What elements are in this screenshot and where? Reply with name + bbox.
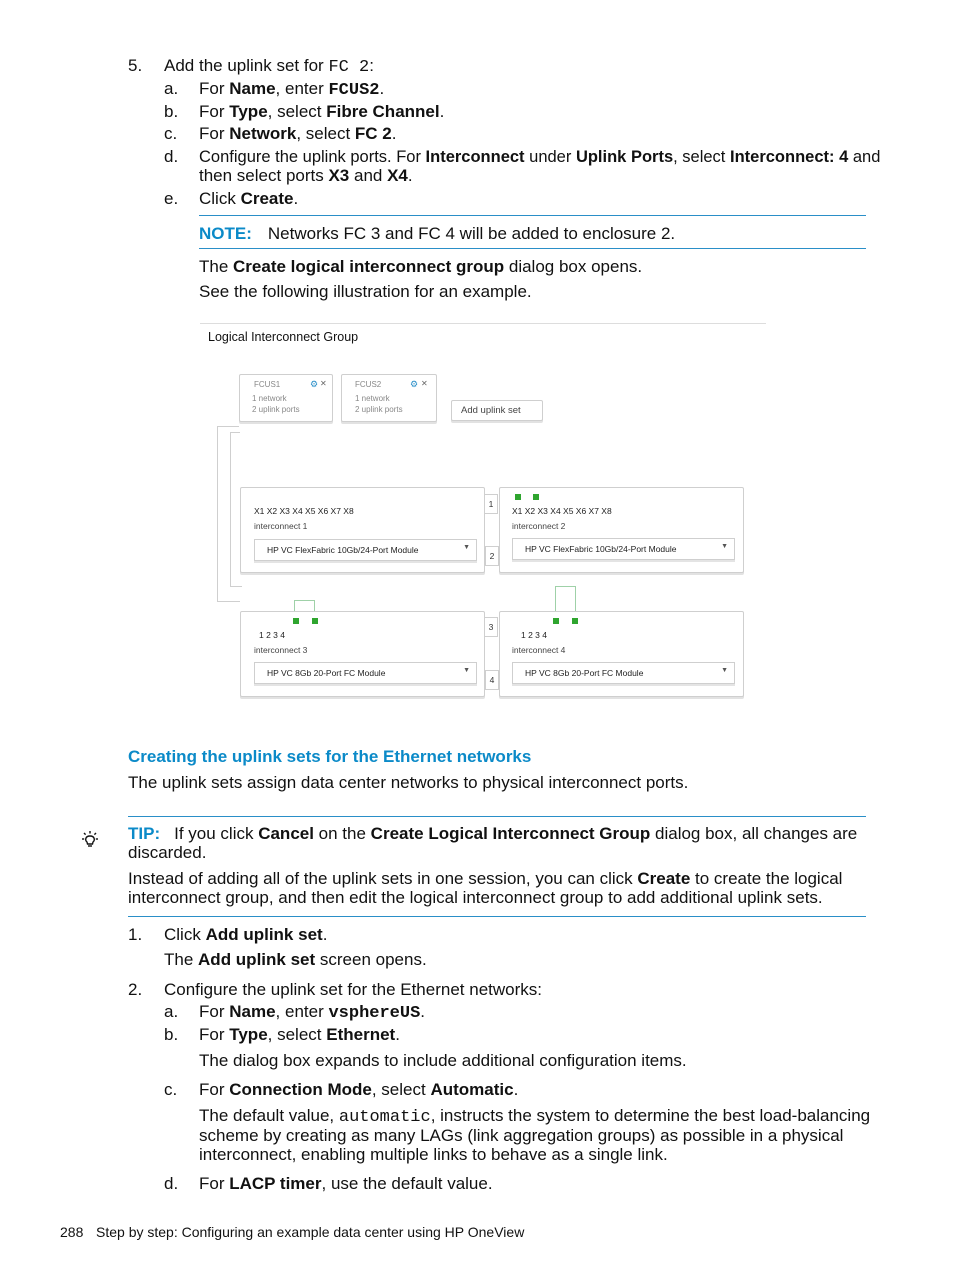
interconnect-ports: X1 X2 X3 X4 X5 X6 X7 X8: [512, 506, 612, 516]
module-select[interactable]: HP VC FlexFabric 10Gb/24-Port Module ▼: [254, 539, 477, 561]
tip-line-2: discarded.: [128, 843, 207, 862]
uplink-set-card-fcus2[interactable]: [341, 374, 437, 422]
interconnect-label: interconnect 2: [512, 521, 566, 531]
close-icon[interactable]: ✕: [421, 379, 428, 388]
uplink-set-name: FCUS2: [355, 380, 382, 389]
section-intro: The uplink sets assign data center networks to physical interconnect ports.: [128, 773, 689, 792]
note-text: Networks FC 3 and FC 4 will be added to enclosure 2.: [267, 224, 676, 243]
tip-line-1: TIP: If you click Cancel on the Create Logical Interconnect Group dialog box, all changes are: [128, 824, 858, 843]
substep-letter: a.: [164, 1002, 179, 1021]
note-rule-bottom: [199, 248, 866, 249]
connector-line: [230, 432, 231, 586]
interconnect-label: interconnect 1: [254, 521, 308, 531]
uplink-set-card-fcus1[interactable]: [239, 374, 333, 422]
substep-letter: d.: [164, 1174, 179, 1193]
substep-c-note-line-2: scheme by creating as many LAGs (link aggregation groups) as possible in a physical: [199, 1126, 844, 1145]
uplink-set-networks: 1 network: [252, 394, 287, 403]
step-number: 1.: [128, 925, 143, 944]
substep-e-text: Click Create.: [199, 189, 299, 208]
step-number: 2.: [128, 980, 143, 999]
chevron-down-icon: ▼: [721, 543, 728, 550]
step-1-text: Click Add uplink set.: [164, 925, 328, 944]
tip-para-2-cont: interconnect group, and then edit the logical interconnect group to add additional uplink sets.: [128, 888, 823, 907]
substep-c-text: For Connection Mode, select Automatic.: [199, 1080, 519, 1099]
bay-number-badge: 2: [485, 546, 499, 566]
port-link-led: [293, 618, 299, 624]
lightbulb-icon: [79, 829, 101, 851]
bay-number-badge: 3: [484, 617, 498, 637]
gear-icon[interactable]: ⚙: [410, 379, 419, 389]
uplink-set-name: FCUS1: [254, 380, 281, 389]
substep-letter: b.: [164, 102, 179, 121]
connector-line: [217, 426, 218, 602]
port-wire: [314, 600, 315, 611]
substep-a-text: For Name, enter FCUS2.: [199, 79, 385, 100]
step-2-text: Configure the uplink set for the Ethernet networks:: [164, 980, 542, 999]
substep-b-note: The dialog box expands to include additional configuration items.: [199, 1051, 687, 1070]
chevron-down-icon: ▼: [463, 544, 470, 551]
port-wire: [294, 600, 315, 601]
connector-line: [230, 586, 242, 587]
substep-c-note: The default value, automatic, instructs the system to determine the best load-balancing: [199, 1106, 871, 1127]
interconnect-ports: 1 2 3 4: [259, 630, 285, 640]
interconnect-label: interconnect 3: [254, 645, 308, 655]
step-number: 5.: [128, 56, 143, 75]
substep-c-note-line-3: interconnect, enabling multiple links to behave as a single link.: [199, 1145, 668, 1164]
substep-letter: d.: [164, 147, 179, 166]
port-link-led: [533, 494, 539, 500]
page-number: 288: [60, 1224, 84, 1240]
tip-rule-top: [128, 816, 866, 817]
substep-d-text: Configure the uplink ports. For Interconnect under Uplink Ports, select Interconnect: 4 and: [199, 148, 881, 166]
substep-letter: b.: [164, 1025, 179, 1044]
substep-letter: e.: [164, 189, 179, 208]
figure-top-rule: [200, 323, 766, 324]
chevron-down-icon: ▼: [463, 667, 470, 674]
step-5-text: Add the uplink set for FC 2:: [164, 56, 374, 77]
substep-d-text: For LACP timer, use the default value.: [199, 1174, 493, 1193]
substep-letter: c.: [164, 124, 178, 143]
module-select[interactable]: HP VC 8Gb 20-Port FC Module ▼: [512, 662, 735, 684]
substep-d-text-cont: then select ports X3 and X4.: [199, 166, 413, 185]
interconnect-1-panel[interactable]: [240, 487, 485, 573]
add-uplink-set-label: Add uplink set: [461, 405, 521, 416]
note: [199, 224, 675, 244]
note-rule-top: [199, 215, 866, 216]
substep-letter: a.: [164, 79, 179, 98]
substep-b-text: For Type, select Fibre Channel.: [199, 102, 445, 121]
module-select[interactable]: HP VC 8Gb 20-Port FC Module ▼: [254, 662, 477, 684]
uplink-set-ports: 2 uplink ports: [355, 405, 403, 414]
connector-line: [217, 601, 240, 602]
port-link-led: [572, 618, 578, 624]
port-wire: [555, 586, 556, 611]
interconnect-label: interconnect 4: [512, 645, 566, 655]
add-uplink-set-button[interactable]: [451, 400, 543, 421]
connector-line: [230, 432, 240, 433]
port-link-led: [312, 618, 318, 624]
footer-text: Step by step: Configuring an example data center using HP OneView: [96, 1224, 525, 1240]
uplink-set-ports: 2 uplink ports: [252, 405, 300, 414]
port-wire: [294, 600, 295, 611]
substep-b-text: For Type, select Ethernet.: [199, 1025, 400, 1044]
interconnect-3-panel[interactable]: [240, 611, 485, 697]
port-wire: [575, 586, 576, 611]
port-link-led: [553, 618, 559, 624]
port-link-led: [515, 494, 521, 500]
bay-number-badge: 1: [484, 494, 498, 514]
see-illustration-text: See the following illustration for an example.: [199, 282, 532, 301]
bay-number-badge: 4: [485, 670, 499, 690]
substep-c-text: For Network, select FC 2.: [199, 124, 397, 143]
module-select[interactable]: HP VC FlexFabric 10Gb/24-Port Module ▼: [512, 538, 735, 560]
interconnect-2-panel[interactable]: [499, 487, 744, 573]
uplink-set-networks: 1 network: [355, 394, 390, 403]
dialog-opens-text: The Create logical interconnect group dialog box opens.: [199, 257, 643, 276]
tip-rule-bottom: [128, 916, 866, 917]
step-1-result: The Add uplink set screen opens.: [164, 950, 427, 969]
close-icon[interactable]: ✕: [320, 379, 327, 388]
note-label: NOTE:: [199, 224, 252, 243]
connector-line: [217, 426, 239, 427]
substep-a-text: For Name, enter vsphereUS.: [199, 1002, 426, 1023]
substep-letter: c.: [164, 1080, 178, 1099]
chevron-down-icon: ▼: [721, 667, 728, 674]
section-heading: Creating the uplink sets for the Ethernet networks: [128, 747, 532, 766]
interconnect-4-panel[interactable]: [499, 611, 744, 697]
interconnect-ports: 1 2 3 4: [521, 630, 547, 640]
logical-interconnect-group-figure: [200, 322, 766, 702]
gear-icon[interactable]: ⚙: [310, 379, 319, 389]
figure-title: Logical Interconnect Group: [208, 330, 359, 344]
port-wire: [555, 586, 576, 587]
tip-para-2: Instead of adding all of the uplink sets in one session, you can click Create to create the logical: [128, 869, 843, 888]
interconnect-ports: X1 X2 X3 X4 X5 X6 X7 X8: [254, 506, 354, 516]
tip-label: TIP:: [128, 824, 161, 843]
